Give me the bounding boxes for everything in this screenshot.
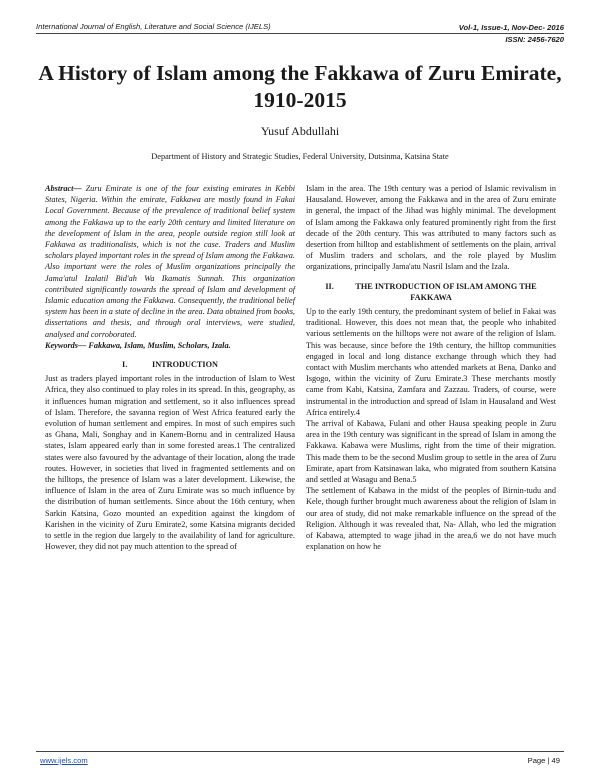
body-paragraph: The settlement of Kabawa in the midst of the peoples of Birnin-tudu and Kele, though further brought much awareness about the religion of Islam in our area of study, did not make remarkable influence on the spread of the Religion. Although it was revealed that, Na- Allah, who led the migration of Kabawa, attempted to wage jihad in the area,6 we do not have much explanation on how he: [306, 486, 556, 552]
section-number: II.: [325, 281, 334, 291]
author-affiliation: Department of History and Strategic Studies, Federal University, Dutsinma, Katsina State: [151, 152, 449, 161]
journal-name: International Journal of English, Literature and Social Science (IJELS): [36, 22, 271, 31]
body-paragraph: Up to the early 19th century, the predominant system of belief in Fakai was traditional. However, this does not mean that, the people who inhabited various settlements on the hilltops were not aware of the religion of Islam. This was because, since before the 19th century, the hilltop communities engaged in local and long distance exchange through which they had contact with Muslim merchants who attended markets at Bena, Danko and Isgogo, within the vicinity of Zuru Emirate.3 These merchants mostly came from Kabi, Katsina, Zamfara and Zazzau. Traders, of course, were instrumental in the introduction and spread of Islam in Hausaland and West Africa entirely.4: [306, 307, 556, 417]
page-number: Page | 49: [527, 756, 560, 765]
issue-info: [459, 22, 564, 46]
intro-paragraph-continued: Islam in the area. The 19th century was a period of Islamic revivalism in Hausaland. However, among the Fakkawa and in the area of Zuru emirate in general, the impact of the Jihad was highly minimal. The development of Islam among the Fakkawa only featured prominently right from the first decade of the 20th century. This was attributed to many factors such as desertion from hilltop and establishment of settlements on the plain, arrival of Muslim traders and scholars, and the role played by Muslim organizations, principally Jama'atu Nasril Islam and the Izala.: [306, 184, 556, 272]
intro-paragraph: Just as traders played important roles in the introduction of Islam to West Africa, they also continued to play roles in its spread. In this, geography, as it influences human migration and settlement, so it also influences spread of Islam. Therefore, the savanna region of West Africa featured early the evolution of human settlement and empires. In most of such empires such as Ghana, Mali, Songhay and in Kanem-Bornu and in centralized Hausa states, Islam appeared early than in some forested areas.1 The centralized states were also favoured by the advantage of their location, along the trade routes. However, in societies that lived in fragmented settlements and on the hilltops, the presence of Islam was a later development. Likewise, the influence of Islam in the area of Zuru Emirate was so much influence by the distribution of human settlements. Since about the 16th century, when Sarkin Katsina, Gozo mounted an expedition against the kingdom of Karishen in the vicinity of Zuru Emirate2, some Katsina migrants decided to settle in the region due largely to the availability of land for agriculture. However, they did not pay much attention to the spread of: [45, 374, 295, 552]
paper-title: A History of Islam among the Fakkawa of Zuru Emirate, 1910-2015: [38, 61, 562, 112]
section-number: I.: [121, 360, 128, 370]
issn: ISSN: 2456-7620: [505, 35, 564, 44]
right-column: [306, 183, 556, 553]
section-title: THE INTRODUCTION OF ISLAM AMONG THE FAKKAWA: [355, 281, 537, 302]
keywords: Keywords— Fakkawa, Islam, Muslim, Scholars, Izala.: [45, 340, 231, 350]
journal-website-link[interactable]: www.ijels.com: [40, 756, 88, 765]
left-column: [45, 183, 295, 553]
volume-issue: Vol-1, Issue-1, Nov-Dec- 2016: [458, 23, 564, 32]
author-name: Yusuf Abdullahi: [260, 124, 340, 138]
abstract: [45, 183, 295, 340]
abstract-text: Zuru Emirate is one of the four existing emirates in Kebbi States, Nigeria. Within the emirate, Fakkawa are mostly found in Fakai Local Government. Because of the prevalence of traditional belief system among the Fakkawa up to the early 20th century and limited literature on the development of Islam in the area, people outside region still look at Fakkawa as traditionalists, which is not the case. Traders and Muslim scholars played important roles in the spread of Islam among the Fakkawa. Also important were the roles of Muslim organizations principally the Jama'atul Izalatil Bid'ah Wa Ikamatis Sunnah. This organization contributed significantly towards the spread of Islam and development of Islamic education among the Fakkawa. Consequently, the traditional belief system has been in a state of decline in the area. Data obtained from books, dissertations and thesis, and through oral interviews, were studied, analysed and corroborated.: [45, 184, 295, 339]
abstract-label: Abstract—: [45, 184, 82, 193]
section-heading-introduction-of-islam: [306, 281, 556, 303]
section-heading-introduction: [45, 359, 295, 370]
section-title: INTRODUCTION: [151, 360, 218, 370]
footer-rule: [36, 751, 564, 752]
body-paragraph: The arrival of Kabawa, Fulani and other Hausa speaking people in Zuru area in the 19th century was significant in the spread of Islam in among the Fakkawa. Kabawa were Muslims, right from the time of their migration. This made them to be the second Muslim group to settle in the area of Zuru Emirate, apart from Katsinawan laka, who migrated from southern Katsina and settled at Wasagu and Bena.5: [306, 419, 556, 485]
header-rule: [36, 33, 564, 34]
